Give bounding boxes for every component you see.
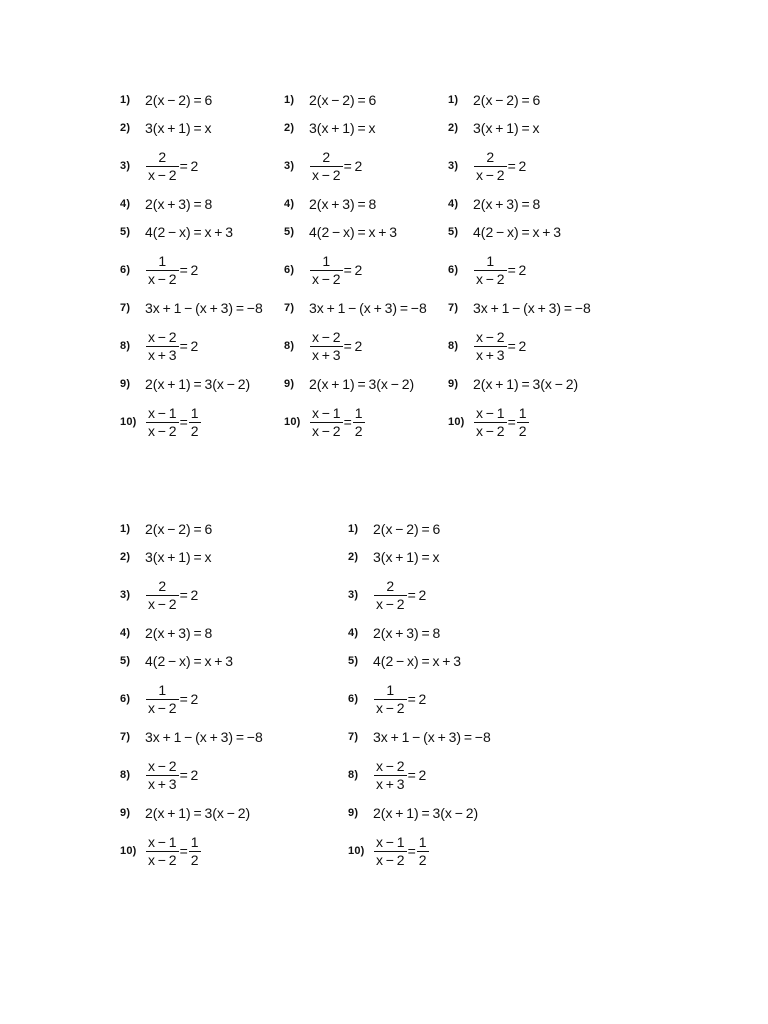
- equation-rhs: = 2: [179, 767, 199, 783]
- equation: 2(x − 2) = 6: [145, 521, 213, 537]
- equation: 3(x + 1) = x: [473, 120, 540, 136]
- problem-item: [348, 827, 576, 875]
- fraction: [146, 330, 179, 363]
- numerator: 2: [322, 148, 331, 165]
- fraction: [374, 759, 407, 792]
- fraction: [146, 835, 179, 868]
- denominator: x − 2: [476, 270, 505, 287]
- equation: 2(x − 2) = 6: [473, 92, 541, 108]
- numerator: x − 2: [376, 757, 405, 774]
- problem-number: 4): [284, 198, 295, 210]
- problem-number: 6): [348, 693, 359, 705]
- equation: 3(x + 1) = x: [373, 549, 440, 565]
- equation: 2(x + 3) = 8: [145, 625, 213, 641]
- numerator: 1: [386, 681, 395, 698]
- fraction-rhs: [189, 406, 201, 439]
- problem-item: [284, 246, 448, 294]
- problem-number: 4): [120, 627, 131, 639]
- problem-item: [120, 675, 348, 723]
- equation-rhs: = 2: [407, 691, 427, 707]
- denominator: x − 2: [148, 595, 177, 612]
- denominator: x − 2: [148, 851, 177, 868]
- problem-number: 10): [348, 845, 365, 857]
- problem-item: [120, 751, 348, 799]
- fraction: [474, 330, 507, 363]
- problem-item: [348, 675, 576, 723]
- equation-rhs: =: [507, 414, 516, 430]
- problem-number: 6): [120, 264, 131, 276]
- numerator: 1: [486, 252, 495, 269]
- denominator: x − 2: [312, 166, 341, 183]
- problem-number: 3): [348, 589, 359, 601]
- numerator: x − 2: [312, 328, 341, 345]
- numerator: 1: [158, 681, 167, 698]
- problem-number: 6): [120, 693, 131, 705]
- fraction: [146, 150, 179, 183]
- fraction: [146, 579, 179, 612]
- problem-number: 3): [120, 589, 131, 601]
- numerator: x − 2: [476, 328, 505, 345]
- problem-column: [448, 86, 612, 446]
- problem-item: [284, 370, 448, 398]
- problem-number: 5): [284, 226, 295, 238]
- numerator: 2: [158, 577, 167, 594]
- equation-rhs: = 2: [407, 767, 427, 783]
- numerator: x − 1: [148, 404, 177, 421]
- equation: [373, 683, 426, 716]
- problem-number: 6): [284, 264, 295, 276]
- equation: [309, 150, 362, 183]
- equation-rhs: = 2: [507, 338, 527, 354]
- problem-set-top: [120, 86, 612, 446]
- problem-item: [448, 142, 612, 190]
- numerator: 1: [418, 833, 427, 850]
- problem-item: [348, 723, 576, 751]
- problem-number: 2): [348, 551, 359, 563]
- problem-item: [448, 294, 612, 322]
- numerator: 2: [158, 148, 167, 165]
- fraction: [474, 150, 507, 183]
- denominator: 2: [518, 422, 527, 439]
- problem-number: 1): [284, 94, 295, 106]
- equation: 2(x + 1) = 3(x − 2): [145, 805, 251, 821]
- equation: 2(x + 3) = 8: [309, 196, 377, 212]
- numerator: x − 2: [148, 757, 177, 774]
- denominator: x − 2: [476, 166, 505, 183]
- problem-number: 8): [120, 769, 131, 781]
- denominator: 2: [190, 851, 199, 868]
- equation: 4(2 − x) = x + 3: [373, 653, 462, 669]
- problem-item: [284, 218, 448, 246]
- problem-item: [348, 515, 576, 543]
- equation: 3(x + 1) = x: [145, 120, 212, 136]
- problem-item: [448, 190, 612, 218]
- problem-number: 9): [120, 807, 131, 819]
- equation: [309, 330, 362, 363]
- equation: [145, 683, 198, 716]
- equation: [473, 330, 526, 363]
- problem-number: 5): [348, 655, 359, 667]
- equation-rhs: = 2: [179, 158, 199, 174]
- fraction: [146, 406, 179, 439]
- problem-number: 1): [120, 523, 131, 535]
- denominator: x − 2: [148, 422, 177, 439]
- problem-number: 4): [348, 627, 359, 639]
- equation: [309, 254, 362, 287]
- equation: [145, 835, 202, 868]
- denominator: x − 2: [148, 166, 177, 183]
- numerator: x − 1: [476, 404, 505, 421]
- fraction-rhs: [517, 406, 529, 439]
- problem-number: 10): [448, 416, 465, 428]
- equation: 4(2 − x) = x + 3: [473, 224, 562, 240]
- fraction: [310, 330, 343, 363]
- problem-number: 2): [120, 551, 131, 563]
- denominator: 2: [354, 422, 363, 439]
- problem-item: [120, 114, 284, 142]
- problem-number: 5): [120, 226, 131, 238]
- problem-number: 8): [284, 340, 295, 352]
- problem-number: 9): [448, 378, 459, 390]
- denominator: x + 3: [376, 775, 405, 792]
- equation: 3x + 1 − (x + 3) = −8: [145, 729, 263, 745]
- equation: [373, 835, 430, 868]
- equation: 3x + 1 − (x + 3) = −8: [473, 300, 591, 316]
- fraction: [310, 150, 343, 183]
- denominator: x + 3: [476, 346, 505, 363]
- equation-rhs: = 2: [343, 262, 363, 278]
- problem-column: [120, 86, 284, 446]
- equation: [145, 759, 198, 792]
- equation: 2(x − 2) = 6: [309, 92, 377, 108]
- problem-column: [284, 86, 448, 446]
- numerator: 1: [322, 252, 331, 269]
- problem-item: [120, 142, 284, 190]
- equation: [373, 759, 426, 792]
- problem-number: 6): [448, 264, 459, 276]
- problem-item: [120, 799, 348, 827]
- equation: 2(x + 1) = 3(x − 2): [473, 376, 579, 392]
- problem-number: 1): [348, 523, 359, 535]
- equation-rhs: = 2: [179, 587, 199, 603]
- problem-item: [120, 370, 284, 398]
- problem-number: 10): [284, 416, 301, 428]
- numerator: x − 2: [148, 328, 177, 345]
- problem-item: [348, 799, 576, 827]
- equation: [145, 579, 198, 612]
- problem-item: [448, 398, 612, 446]
- problem-column: [120, 515, 348, 875]
- equation: 4(2 − x) = x + 3: [145, 653, 234, 669]
- problem-number: 2): [284, 122, 295, 134]
- equation: [473, 150, 526, 183]
- fraction: [310, 254, 343, 287]
- problem-number: 8): [448, 340, 459, 352]
- problem-number: 5): [120, 655, 131, 667]
- problem-column: [348, 515, 576, 875]
- problem-number: 7): [284, 302, 295, 314]
- denominator: x − 2: [148, 699, 177, 716]
- problem-item: [120, 246, 284, 294]
- problem-set-bottom: [120, 515, 576, 875]
- problem-item: [120, 723, 348, 751]
- problem-number: 9): [284, 378, 295, 390]
- problem-number: 9): [348, 807, 359, 819]
- equation: 4(2 − x) = x + 3: [145, 224, 234, 240]
- problem-item: [120, 827, 348, 875]
- problem-number: 7): [120, 302, 131, 314]
- problem-item: [284, 190, 448, 218]
- numerator: 2: [486, 148, 495, 165]
- equation: 4(2 − x) = x + 3: [309, 224, 398, 240]
- problem-number: 7): [120, 731, 131, 743]
- equation-rhs: = 2: [179, 691, 199, 707]
- numerator: x − 1: [376, 833, 405, 850]
- equation: 3(x + 1) = x: [309, 120, 376, 136]
- problem-number: 10): [120, 416, 137, 428]
- problem-item: [120, 190, 284, 218]
- fraction: [146, 683, 179, 716]
- denominator: x − 2: [312, 422, 341, 439]
- problem-number: 7): [348, 731, 359, 743]
- problem-number: 10): [120, 845, 137, 857]
- equation-rhs: = 2: [507, 262, 527, 278]
- denominator: x + 3: [312, 346, 341, 363]
- problem-item: [120, 294, 284, 322]
- problem-item: [120, 647, 348, 675]
- problem-number: 1): [448, 94, 459, 106]
- fraction: [474, 406, 507, 439]
- problem-item: [120, 543, 348, 571]
- numerator: 1: [190, 833, 199, 850]
- equation: 2(x − 2) = 6: [373, 521, 441, 537]
- fraction: [374, 835, 407, 868]
- problem-number: 2): [120, 122, 131, 134]
- denominator: x + 3: [148, 346, 177, 363]
- denominator: x − 2: [312, 270, 341, 287]
- equation-rhs: =: [407, 843, 416, 859]
- fraction: [310, 406, 343, 439]
- problem-item: [448, 322, 612, 370]
- numerator: 2: [386, 577, 395, 594]
- problem-number: 2): [448, 122, 459, 134]
- equation-rhs: =: [179, 414, 188, 430]
- problem-item: [348, 571, 576, 619]
- equation: [145, 150, 198, 183]
- equation: [145, 406, 202, 439]
- problem-item: [120, 571, 348, 619]
- numerator: 1: [518, 404, 527, 421]
- fraction: [474, 254, 507, 287]
- problem-item: [120, 218, 284, 246]
- equation-rhs: = 2: [343, 158, 363, 174]
- equation: [473, 254, 526, 287]
- denominator: x − 2: [376, 699, 405, 716]
- problem-item: [348, 647, 576, 675]
- equation: 2(x + 3) = 8: [473, 196, 541, 212]
- problem-number: 1): [120, 94, 131, 106]
- problem-item: [284, 398, 448, 446]
- fraction-rhs: [353, 406, 365, 439]
- equation: 2(x + 1) = 3(x − 2): [309, 376, 415, 392]
- problem-number: 4): [120, 198, 131, 210]
- problem-item: [448, 218, 612, 246]
- problem-item: [284, 86, 448, 114]
- equation: 3x + 1 − (x + 3) = −8: [373, 729, 491, 745]
- problem-item: [448, 370, 612, 398]
- numerator: 1: [158, 252, 167, 269]
- equation-rhs: = 2: [179, 262, 199, 278]
- problem-item: [348, 543, 576, 571]
- denominator: x − 2: [376, 595, 405, 612]
- numerator: x − 1: [148, 833, 177, 850]
- denominator: x − 2: [148, 270, 177, 287]
- equation: 3(x + 1) = x: [145, 549, 212, 565]
- equation-rhs: = 2: [507, 158, 527, 174]
- fraction-rhs: [417, 835, 429, 868]
- problem-item: [120, 515, 348, 543]
- problem-number: 8): [348, 769, 359, 781]
- denominator: 2: [418, 851, 427, 868]
- problem-number: 9): [120, 378, 131, 390]
- problem-item: [120, 398, 284, 446]
- problem-item: [284, 322, 448, 370]
- problem-item: [448, 86, 612, 114]
- fraction: [374, 579, 407, 612]
- denominator: x + 3: [148, 775, 177, 792]
- equation-rhs: = 2: [343, 338, 363, 354]
- equation: [145, 254, 198, 287]
- equation: 2(x + 3) = 8: [145, 196, 213, 212]
- equation-rhs: =: [179, 843, 188, 859]
- equation-rhs: =: [343, 414, 352, 430]
- problem-number: 5): [448, 226, 459, 238]
- fraction: [374, 683, 407, 716]
- equation: 2(x + 1) = 3(x − 2): [145, 376, 251, 392]
- problem-item: [448, 246, 612, 294]
- problem-number: 3): [284, 160, 295, 172]
- equation: 3x + 1 − (x + 3) = −8: [145, 300, 263, 316]
- problem-item: [348, 619, 576, 647]
- denominator: 2: [190, 422, 199, 439]
- problem-number: 3): [448, 160, 459, 172]
- problem-number: 8): [120, 340, 131, 352]
- numerator: 1: [354, 404, 363, 421]
- fraction: [146, 254, 179, 287]
- problem-number: 3): [120, 160, 131, 172]
- denominator: x − 2: [476, 422, 505, 439]
- problem-item: [120, 619, 348, 647]
- numerator: 1: [190, 404, 199, 421]
- equation-rhs: = 2: [179, 338, 199, 354]
- problem-item: [120, 86, 284, 114]
- equation: [145, 330, 198, 363]
- equation: 2(x − 2) = 6: [145, 92, 213, 108]
- equation: 3x + 1 − (x + 3) = −8: [309, 300, 427, 316]
- problem-item: [284, 114, 448, 142]
- problem-number: 4): [448, 198, 459, 210]
- equation-rhs: = 2: [407, 587, 427, 603]
- problem-item: [120, 322, 284, 370]
- problem-number: 7): [448, 302, 459, 314]
- equation: [309, 406, 366, 439]
- problem-item: [284, 142, 448, 190]
- equation: [373, 579, 426, 612]
- problem-item: [284, 294, 448, 322]
- equation: 2(x + 1) = 3(x − 2): [373, 805, 479, 821]
- numerator: x − 1: [312, 404, 341, 421]
- problem-item: [348, 751, 576, 799]
- fraction: [146, 759, 179, 792]
- problem-item: [448, 114, 612, 142]
- fraction-rhs: [189, 835, 201, 868]
- equation: 2(x + 3) = 8: [373, 625, 441, 641]
- denominator: x − 2: [376, 851, 405, 868]
- equation: [473, 406, 530, 439]
